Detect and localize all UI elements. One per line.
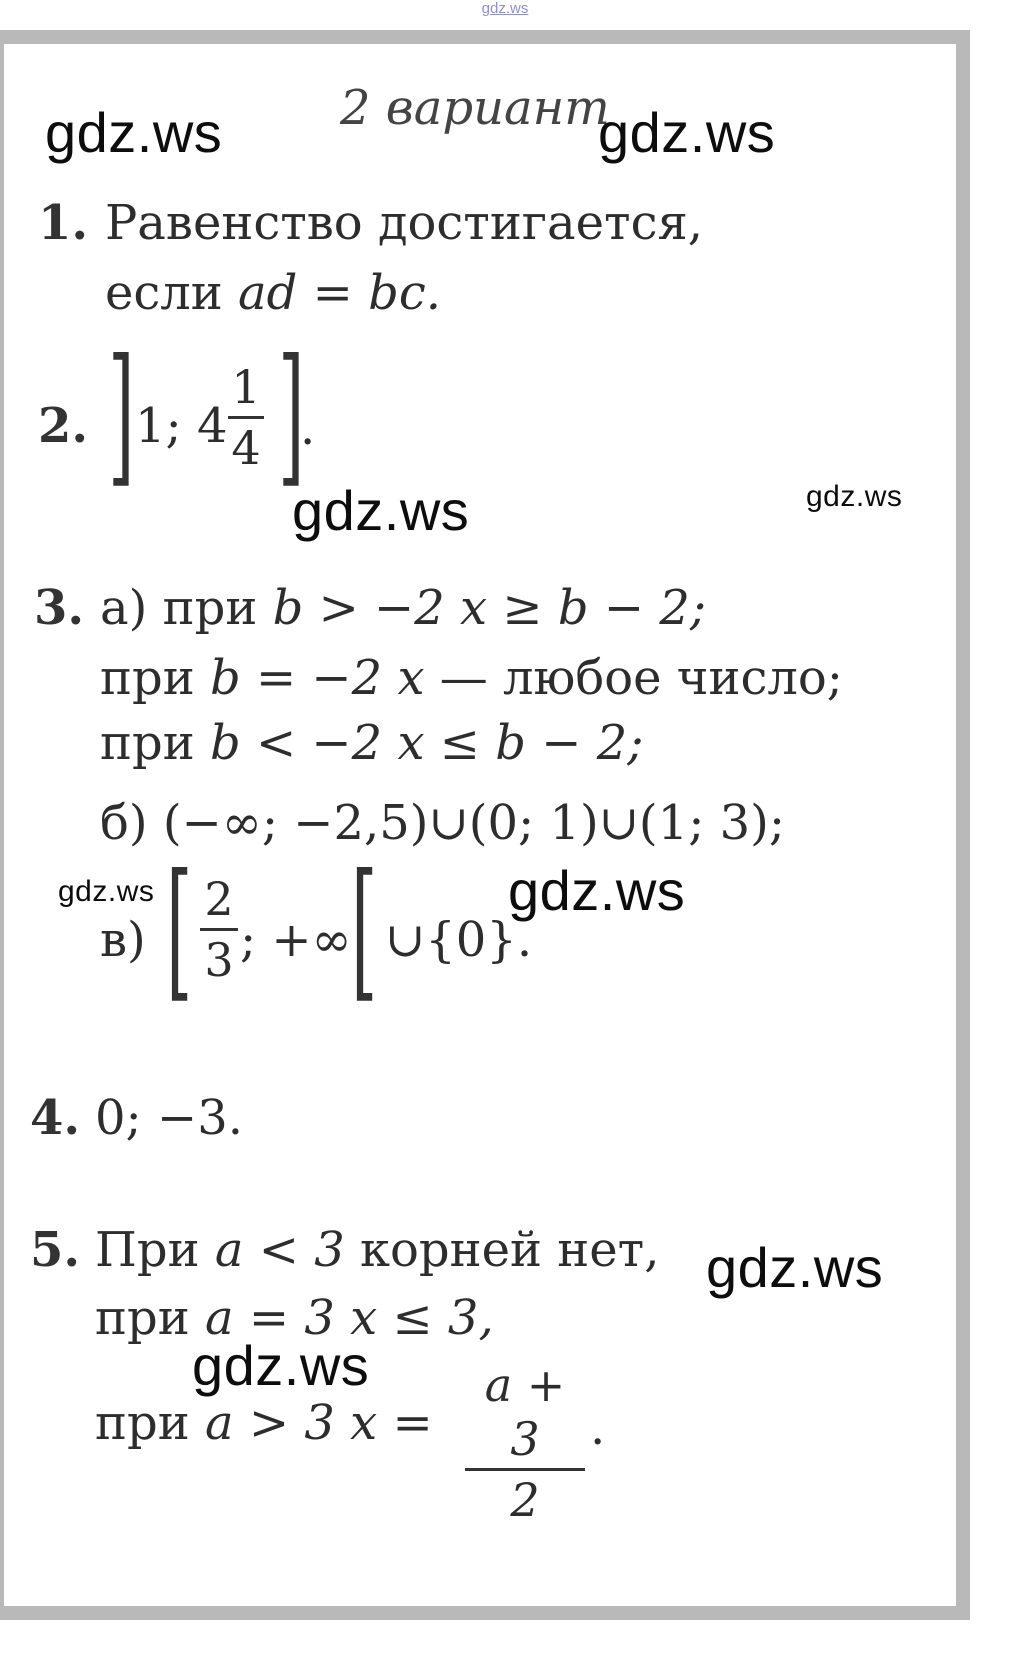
answer-3a-line-3-math: b < −2 x ≤ b − 2; — [209, 715, 644, 771]
right-bracket-close: ] — [278, 328, 305, 502]
answer-1-math: ad = bc. — [238, 265, 441, 321]
answer-3a-line-2 — [100, 650, 843, 706]
answer-4: 0; −3. — [95, 1090, 243, 1146]
left-bracket-open-end: [ — [351, 843, 378, 1017]
answer-3a-line-2-rest: — любое число; — [424, 650, 843, 706]
answer-5-fraction — [465, 1358, 585, 1527]
answer-5-end: . — [590, 1400, 606, 1456]
fraction-bar — [200, 928, 238, 931]
answer-5-line-1-text: При — [95, 1222, 215, 1278]
watermark: gdz.ws — [598, 101, 776, 164]
answer-5-line-1 — [95, 1222, 659, 1278]
answer-5-frac-den: 2 — [510, 1473, 540, 1527]
watermark: gdz.ws — [706, 1236, 884, 1299]
answer-5-frac-num: a + 3 — [484, 1358, 566, 1466]
answer-3c-frac-den: 3 — [204, 933, 234, 987]
answer-3c-label: в) — [100, 912, 146, 968]
answer-2-frac-den: 4 — [231, 421, 261, 475]
answer-3b: б) (−∞; −2,5)∪(0; 1)∪(1; 3); — [100, 795, 786, 851]
variant-title: 2 вариант — [340, 80, 610, 136]
watermark: gdz.ws — [806, 480, 903, 513]
answer-5-line-3 — [95, 1395, 433, 1451]
answer-1-line-2 — [105, 265, 441, 321]
answer-1-text: если — [105, 265, 239, 321]
answer-5-line-1-rest: корней нет, — [344, 1222, 660, 1278]
item-number-4: 4. — [30, 1090, 81, 1146]
answer-3a-line-3-text: при — [100, 715, 210, 771]
fraction-bar — [465, 1468, 585, 1471]
answer-3c-rest: ∪{0}. — [385, 912, 533, 968]
answer-2-end: . — [300, 400, 316, 456]
answer-3c-mid: ; +∞ — [240, 912, 352, 968]
answer-3a-line-2-math: b = −2 x — [209, 650, 425, 706]
watermark: gdz.ws — [508, 859, 686, 922]
answer-5-line-2-math: a = 3 x ≤ 3, — [204, 1290, 494, 1346]
answer-5-line-3-math: a > 3 x = — [204, 1395, 433, 1451]
item-number-5: 5. — [30, 1222, 81, 1278]
answer-2-interval: 1; 4 — [135, 398, 228, 454]
answer-3c-frac-num: 2 — [204, 872, 234, 926]
fraction-bar — [228, 416, 264, 419]
top-watermark-link[interactable]: gdz.ws — [481, 0, 529, 17]
answer-3a-condition: b > −2 x ≥ b − 2; — [272, 580, 707, 636]
answer-5-line-1-math: a < 3 — [214, 1222, 345, 1278]
watermark: gdz.ws — [192, 1334, 370, 1397]
answer-2-frac-num: 1 — [231, 360, 261, 414]
right-bracket-open: ] — [108, 328, 135, 502]
left-bracket-closed: [ — [166, 843, 193, 1017]
item-number-3: 3. — [34, 580, 85, 636]
answer-5-line-3-text: при — [95, 1395, 205, 1451]
watermark: gdz.ws — [58, 875, 155, 908]
item-number-1: 1. — [38, 195, 89, 251]
answer-3a-label: а) при — [100, 580, 273, 636]
item-number-2: 2. — [38, 398, 89, 454]
answer-2-fraction — [228, 360, 264, 475]
answer-3a-line-2-text: при — [100, 650, 210, 706]
answer-3a-line-1 — [100, 580, 706, 636]
watermark: gdz.ws — [45, 101, 223, 164]
answer-3a-line-3 — [100, 715, 643, 771]
answer-3c-fraction — [200, 872, 238, 987]
answer-1-line-1: Равенство достигается, — [105, 195, 703, 251]
answer-5-line-2-text: при — [95, 1290, 205, 1346]
watermark: gdz.ws — [292, 479, 470, 542]
